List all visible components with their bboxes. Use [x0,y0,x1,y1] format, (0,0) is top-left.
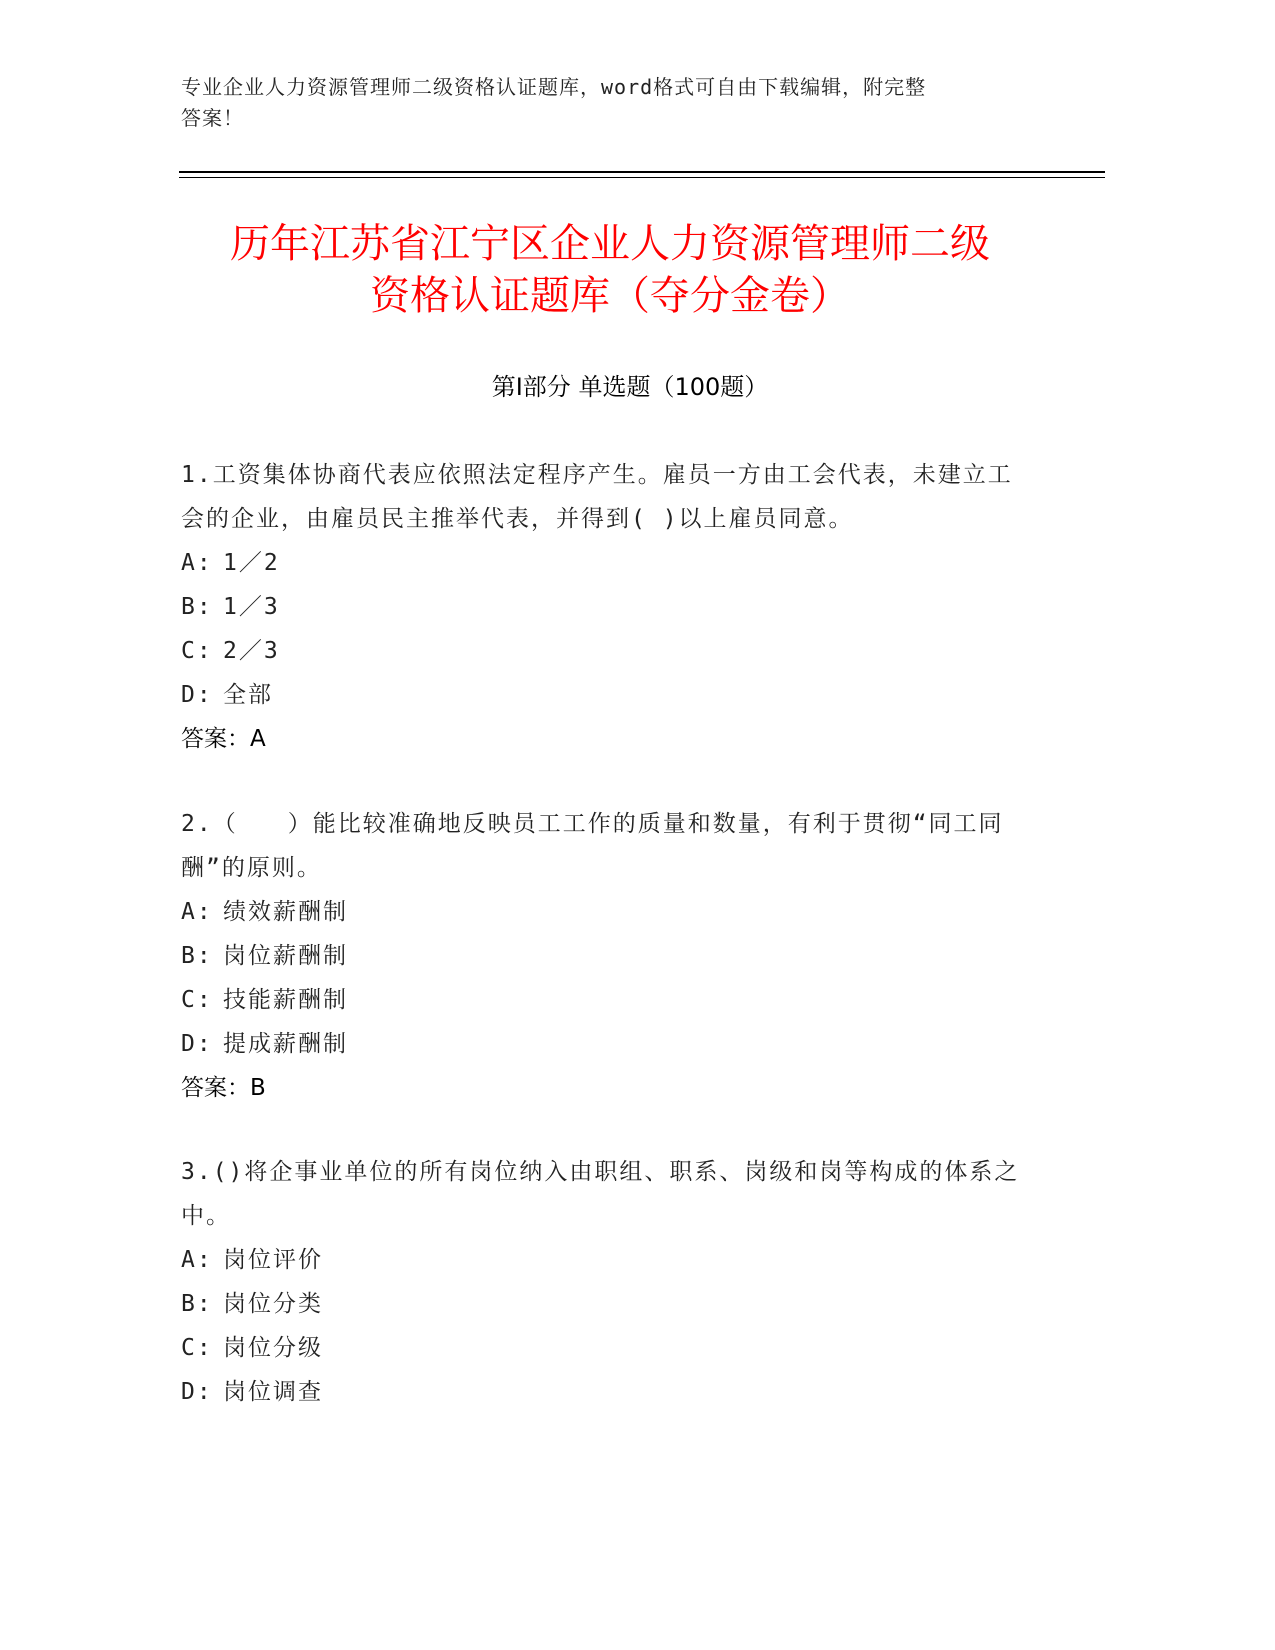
option-letter: D: [181,1031,213,1057]
option-a [181,890,1026,934]
page-header [181,72,1041,134]
option-letter: C: [181,1335,213,1361]
question-stem: 1.工资集体协商代表应依照法定程序产生。雇员一方由工会代表，未建立工会的企业，由雇员民主推举代表，并得到( )以上雇员同意。 [181,462,1013,532]
option-c [181,1326,1026,1370]
option-text: 岗位薪酬制 [223,943,348,969]
answer-line: 答案：B [181,1075,266,1101]
option-c [181,629,1026,673]
option-b [181,934,1026,978]
option-d [181,1022,1026,1066]
header-divider-thin [179,177,1105,178]
header-divider-thick [179,171,1105,173]
option-text: 全部 [223,682,273,708]
option-d [181,673,1026,717]
option-a [181,1238,1026,1282]
option-b [181,585,1026,629]
option-d [181,1370,1026,1414]
option-letter: A: [181,550,213,576]
option-c [181,978,1026,1022]
option-letter: C: [181,638,213,664]
title-line-2: 资格认证题库（夺分金卷） [370,273,850,319]
question-3 [181,1150,1026,1414]
option-text: 技能薪酬制 [223,987,348,1013]
option-letter: D: [181,1379,213,1405]
option-a [181,541,1026,585]
option-text: 岗位调查 [223,1379,323,1405]
header-line-1: 专业企业人力资源管理师二级资格认证题库，word格式可自由下载编辑，附完整 [181,75,927,99]
option-text: 岗位评价 [223,1247,323,1273]
header-line-2: 答案！ [181,106,244,130]
option-text: 岗位分级 [223,1335,323,1361]
option-letter: B: [181,594,213,620]
option-text: 岗位分类 [223,1291,323,1317]
option-letter: D: [181,682,213,708]
option-letter: B: [181,943,213,969]
answer-line: 答案：A [181,726,266,752]
section-heading: 第Ⅰ部分 单选题（100题） [491,373,769,401]
option-text: 提成薪酬制 [223,1031,348,1057]
option-letter: A: [181,899,213,925]
question-stem: 2.（ ）能比较准确地反映员工工作的质量和数量，有利于贯彻“同工同酬”的原则。 [181,811,1004,881]
question-stem: 3.()将企事业单位的所有岗位纳入由职组、职系、岗级和岗等构成的体系之中。 [181,1159,1020,1229]
question-1 [181,453,1026,761]
title-line-1: 历年江苏省江宁区企业人力资源管理师二级 [230,221,990,267]
option-text: 2／3 [223,638,280,664]
option-text: 1／2 [223,550,280,576]
option-b [181,1282,1026,1326]
question-2 [181,802,1026,1110]
option-letter: B: [181,1291,213,1317]
option-letter: A: [181,1247,213,1273]
document-title [160,218,1060,322]
option-text: 绩效薪酬制 [223,899,348,925]
option-text: 1／3 [223,594,280,620]
option-letter: C: [181,987,213,1013]
